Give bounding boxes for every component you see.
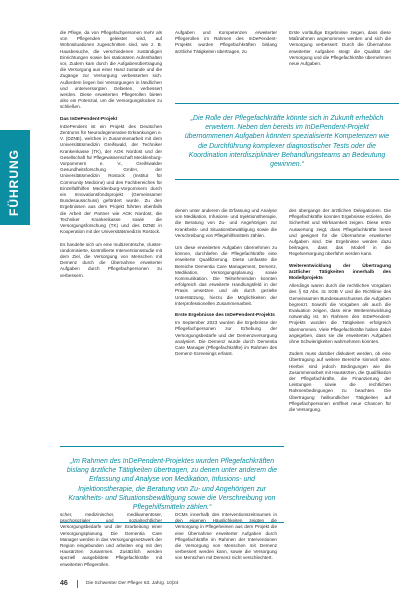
paragraph: die Pflege, da von Pflegefachpersonen mehr als von Pflegenden geleistet wird, auf Wohnsituationen zugeschnitten sind, wie z. B. Hausbesuche, die verschiedenen zuständigen Einrichtungen sowie bei stationären Aufenthalten vor, Zudem kam durch die Aufgabenübertragung die Versorgung aus einer Hand zustande und die Zugänge zur Versorgung verbesserten sich. Außerdem liegen bei Versorgungen in ländlichen und unterversorgten Gebieten, verbessert werden. Diese erweiterten Pflegerollen bieten also ein Potenzial, um die Versorgungslücken zu schließen. <box>60 30 162 110</box>
pull-quote-2: „Im Rahmen des InDePendent-Projektes wurden Pflegefachkräften bislang ärztliche Tätigkeiten übertragen, zu denen unter anderem die Erfassung und Analyse von Medikation, Infusions- und Injektionstherapie, die Beratung von Zu- und Angehörigen zur Krankheits- und Situationsbewältigung sowie die Verschreibung von Pflegehilfsmitteln zählen.“ <box>60 446 284 523</box>
paragraph: InDePendent ist ein Projekt des Deutschen Zentrums für Neurodegenerative Erkrankungen e. V. (DZNE), welches in Zusammenarbeit mit dem Universitätsmedizin Greifswald, der Techniker Krankenkasse (TK), der AOK Nordost und der Gesellschaft für Pflegewissenschaft Mecklenburg-Vorpommern e. V., Greifswalder Gesundheitsforschung GmbH, der Universitätsmedizin Rostock (Institut für Community Medicine) und des Fachbereiches für Einzelfallhilfen Mecklenburg-Vorpommern durch ein Innovationsfondsprojekt (Gemeinsamer Bundesausschuss) gefördert wurde. Zu den Ergebnissen aus dem Projekt führten ebenfalls die Arbeit der Partner wie AOK Nordost, die Techniker Krankenkasse sowie die Versorgungsforschung (TK) und des DZNE in Kooperation mit der Universitätsmedizin Rostock. <box>60 123 162 235</box>
column-3-top <box>289 30 391 73</box>
column-2-bottom <box>175 512 277 568</box>
page-number: 46 <box>60 580 68 587</box>
footer-divider <box>77 580 78 588</box>
column-2-top <box>175 30 277 61</box>
heading-independent-project: Das InDePendent-Projekt <box>60 116 118 122</box>
heading-further-development: Weiterentwicklung der Übertragung ärztlicher Tätigkeiten innerhalb des Modellprojekts <box>289 263 391 282</box>
paragraph: Zudem muss darüber diskutiert werden, ob eine Übertragung auf weitere Bereiche sinnvoll wäre. Hierbei sind jedoch Bedingungen wie die Zusammenarbeit mit Hausärzten, die Qualifikation der Pflegefachkräfte, die Finanzierung der Leistungen sowie die rechtlichen Rahmenbedingungen zu beachten. Die Übertragung heilkundlicher Tätigkeiten auf Pflegefachpersonen eröffnet neue Chancen für die Versorgung. <box>289 351 391 413</box>
paragraph: denen unter anderem die Erfassung und Analyse von Medikation, Infusions- und Injektionstherapie, die Beratung von Zu- und Angehörigen zur Krankheits- und Situationsbewältigung sowie die Verschreibung von Pflegehilfsmitteln zählen. <box>175 208 277 238</box>
paragraph: Um diese erweiterten Aufgaben übernehmen zu können, durchliefen die Pflegefachkräfte eine erweiterte Qualifizierung. Diese umfasste die Bereiche Dementia Care Management, Demenz, Medikation, Versorgungsplanung sowie Kommunikation. Die Teilnehmenden konnten erfolgreich das erweiterte Handlungsfeld in der Praxis umsetzen und als durch gezielte Unterstützung, hierzu die Möglichkeiten der Interprofessionellen Zusammenarbeit. <box>175 245 277 306</box>
paragraph: DCMs innerhalb des Interventionszeitraumes in den eigenen Häuslichkeiten zeigten die Versorgung in Pflegeheimen aus dem Projekt die eine Übernahme erweiterter Aufgaben durch Pflegefachkräfte im Rahmen der Interventionen die Versorgung von Menschen mit Demenz verbessert werden kann, sowie die Versorgung von Menschen mit Demenz nicht verschlechtert. <box>175 512 277 561</box>
paragraph: Aufgaben und Kompetenzen erweiterter Pflegerollen im Rahmen des InDePendent-Projekts wurden Pflegefachkräften bislang ärztliche Tätigkeiten übertragen, zu <box>175 30 277 54</box>
column-3-middle <box>289 208 391 419</box>
paragraph: des übergangs der ärztlichen Delegationen. Die Pflegefachkräfte konnten Ergebnisse erzielen, die Sicherheit und Wirksamkeit zeigen. Diese erste Auswertung zeigt, dass Pflegefachkräfte bereit und geeignet für die Übernahme erweiterter Aufgaben sind. Die Ergebnisse werden dazu beitragen, dass das Modell in die Regelversorgung überführt werden kann. <box>289 208 391 257</box>
paragraph: Es handelte sich um eine multizentrische, cluster-randomisierte, kontrollierte Interventionsstudie mit dem Ziel, die Versorgung von Menschen mit Demenz durch die Übernahme erweiterter Aufgaben durch Pflegefachpersonen zu verbessern. <box>60 241 162 278</box>
paragraph: Im September 2023 wurden die Ergebnisse der Pflegefachpersonen zur Erhebung der Versorgungsbedarfe und der Demenzversorgung analysiert. Die Demenz wurde durch Dementia Care Manager (Pflegefachkräfte) im Rahmen des Demenz-Screenings erfasst. <box>175 320 277 357</box>
paragraph: scher, medizinischer, medikamentöser, psychosozialer und sozialrechtlicher Versorgungsbedarfe und der Erarbeitung einer Versorgungsplanung. Die Dementia Care Manager werden in das Versorgungsnetzwerk der Region eingebunden und arbeiten eng mit den Hausärzten zusammen. Zusätzlich werden speziell ausgebildete Pflegefachkräfte mit erweiterten Pflegerollen. <box>60 512 162 567</box>
section-tab <box>0 130 30 225</box>
paragraph: Erste vorläufige Ergebnisse zeigen, dass diese Maßnahmen angenommen werden und sich die Versorgung verbessert: Durch die Übernahme erweiterter Aufgaben steigt die Qualität der Versorgung und die Pflegefachkräfte übernehmen neue Aufgaben. <box>289 30 391 67</box>
column-1-top <box>60 30 162 285</box>
column-2-middle <box>175 208 277 363</box>
column-1-bottom <box>60 512 162 574</box>
paragraph: Allerdings waren durch die rechtlichen Vorgaben des § 63 Abs. 3c SGB V und die Richtlinie des Gemeinsamen Bundesausschusses die Aufgaben begrenzt. Sowohl die Vorgaben als auch die Evaluation zeigen, dass eine Weiterentwicklung notwendig ist. Im Rahmen des InDePendent-Projekts wurden die Tätigkeiten erfolgreich übernommen. Viele Pflegefachkräfte haben dabei angegeben, dass sie die erweiterten Aufgaben ohne Schwierigkeiten wahrnehmen konnten. <box>289 283 391 345</box>
publication-source: Die Schwester Der Pfleger 63. Jahrg. 10|24 <box>86 581 179 586</box>
heading-first-results: Erste Ergebnisse des InDePendent-Projekts <box>175 313 275 319</box>
section-label: FÜHRUNG <box>7 149 21 216</box>
pull-quote-1: „Die Rolle der Pflegefachkräfte könnte sich in Zukunft erheblich erweitern. Neben den bereits im InDePendent-Projekt übernommenen Aufgaben könnten spezialisierte Kompetenzen wie die Durchführung komplexer diagnostischer Tests oder die Koordination interdisziplinärer Behandlungsteams an Bedeutung gewinnen.“ <box>175 103 399 180</box>
